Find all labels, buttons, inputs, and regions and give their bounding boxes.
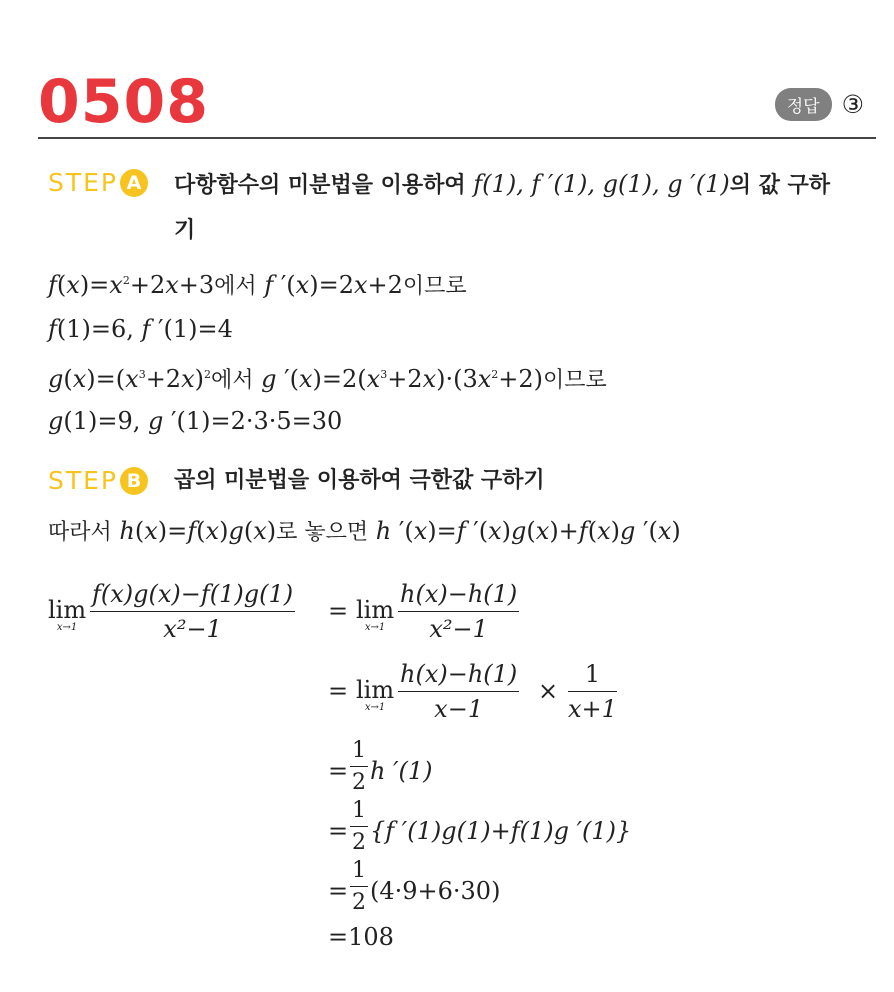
answer-value: ③ [841,90,864,119]
limit-3-sub: x→1 [364,702,386,713]
times-sign: × [538,677,559,705]
step-a-title [174,162,842,253]
step-a-label-text: STEP [48,168,119,197]
line-g-values: g(1)=9, g ′(1)=2·3·5=30 [48,407,343,435]
answer-badge: 정답 [775,88,832,121]
limit-1 [48,596,86,633]
row5-tail: (4·9+6·30) [370,877,501,905]
fraction-row1b [398,580,519,643]
fraction-row2-num: h(x)−h(1) [398,660,519,692]
limit-2 [356,596,394,633]
line-f-values: f(1)=6, f ′(1)=4 [48,315,233,343]
header-divider [38,137,876,139]
step-a-label [48,168,148,197]
final-result: =108 [328,923,394,951]
fraction-row2-den: x−1 [434,695,484,723]
limit-2-word: lim [356,596,395,624]
step-a-letter-icon: A [120,169,148,197]
step-b-letter-icon: B [120,467,148,495]
problem-number: 0508 [38,67,209,137]
fraction-row2b [568,660,617,723]
half-2-den: 2 [352,830,366,855]
fraction-row1-den: x²−1 [163,615,222,643]
fraction-row2 [398,660,519,723]
step-b [48,466,842,503]
equals-1: = [328,597,349,625]
fraction-row2b-den: x+1 [568,695,617,723]
row4-tail: {f ′(1)g(1)+f(1)g ′(1)} [370,817,632,845]
line-g-derivative: $g(x)=(x^3+2x)^2$에서 g $'(x)=2(x^3+2x)\cdot(3x^2+2)$이므로 [48,365,607,393]
half-3-den: 2 [352,890,366,915]
equals-5: = [328,877,349,905]
fraction-row1 [90,580,295,643]
half-3-num: 1 [350,858,368,887]
step-b-label [48,466,148,495]
half-2 [350,798,368,855]
half-1-num: 1 [350,738,368,767]
line-h-definition: 따라서 h(x)=f(x)g(x)로 놓으면 h ′(x)=f ′(x)g(x)+f(x)g ′(x) [48,517,681,545]
line-f-derivative: $f(x)=x^2+2x+3$에서 f ′(x)=2x+2이므로 [48,271,467,299]
half-2-num: 1 [350,798,368,827]
step-a [48,168,842,253]
equals-2: = [328,677,349,705]
step-b-title: 곱의 미분법을 이용하여 극한값 구하기 [174,468,545,493]
limit-1-sub: x→1 [56,622,78,633]
fraction-row1b-den: x²−1 [429,615,488,643]
half-3 [350,858,368,915]
limit-3 [356,676,394,713]
limit-2-sub: x→1 [364,622,386,633]
step-a-title-prefix: 다항함수의 미분법을 이용하여 [174,173,466,198]
limit-1-word: lim [48,596,87,624]
row3-tail: h ′(1) [370,757,433,785]
fraction-row2b-num: 1 [568,660,617,692]
step-a-title-suffix: 의 값 구하기 [174,173,831,243]
step-a-title-math: f(1), f ′(1), g(1), g ′(1) [473,170,730,198]
fraction-row1b-num: h(x)−h(1) [398,580,519,612]
answer-box [775,88,864,121]
limit-3-word: lim [356,676,395,704]
equals-3: = [328,757,349,785]
equals-4: = [328,817,349,845]
half-1 [350,738,368,795]
half-1-den: 2 [352,770,366,795]
fraction-row1-num: f(x)g(x)−f(1)g(1) [90,580,295,612]
step-b-label-text: STEP [48,466,119,495]
